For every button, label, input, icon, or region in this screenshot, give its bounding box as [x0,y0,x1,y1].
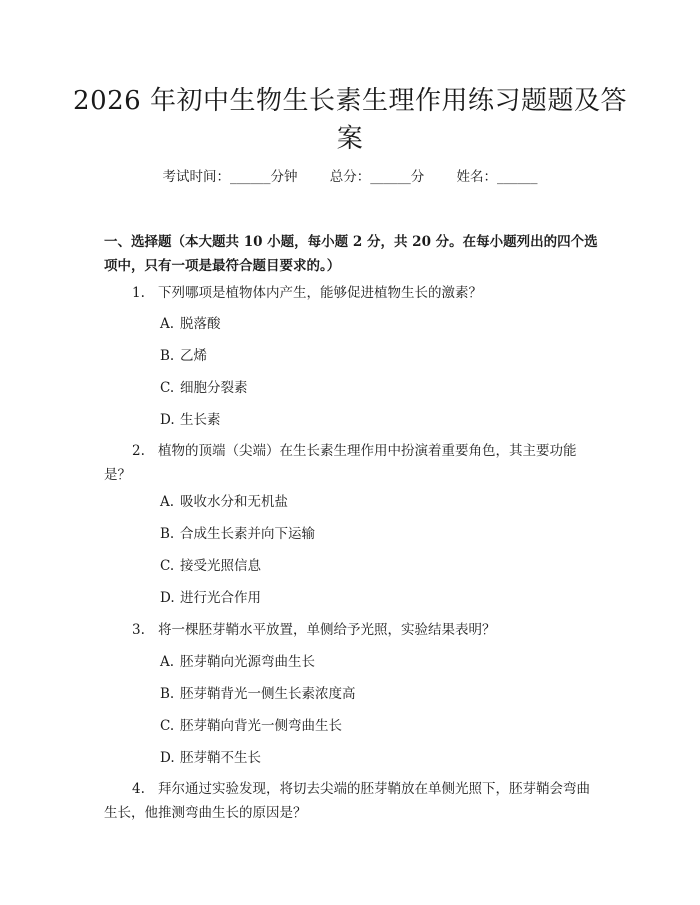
question-3-option-a [160,652,600,672]
option-letter: C. [160,718,175,734]
question-2-option-d [160,588,600,608]
option-letter: D. [160,412,175,428]
total-score-blank: ______ [370,169,411,185]
question-3-option-b [160,684,600,704]
option-letter: A. [160,316,175,332]
exam-time-label: 考试时间： [162,169,230,185]
question-1-option-c [160,378,600,398]
question-1-option-b [160,346,600,366]
question-number: 3. [132,622,145,638]
question-2-option-b [160,524,600,544]
student-name-label: 姓名： [456,169,498,185]
option-text: 胚芽鞘向光源弯曲生长 [180,654,315,670]
exam-info-line [0,167,700,187]
total-score [330,167,425,187]
total-score-unit: 分 [410,169,425,185]
question-number: 1. [132,285,145,301]
question-text: 拜尔通过实验发现，将切去尖端的胚芽鞘放在单侧光照下，胚芽鞘会弯曲生长，他推测弯曲生长的原因是？ [104,781,590,821]
question-text: 将一棵胚芽鞘水平放置，单侧给予光照，实验结果表明？ [158,622,496,638]
option-text: 吸收水分和无机盐 [180,494,288,510]
option-text: 接受光照信息 [180,558,261,574]
question-text: 植物的顶端（尖端）在生长素生理作用中扮演着重要角色，其主要功能是？ [104,443,577,483]
question-2 [104,439,600,487]
option-letter: C. [160,380,175,396]
option-letter: C. [160,558,175,574]
option-letter: A. [160,494,175,510]
question-1-option-a [160,314,600,334]
question-1-option-d [160,410,600,430]
exam-time [162,167,297,187]
question-number: 2. [132,443,145,459]
student-name-blank: ______ [497,169,538,185]
option-text: 乙烯 [180,348,207,364]
question-3 [104,618,600,642]
section-heading: 一、选择题（本大题共 10 小题，每小题 2 分，共 20 分。在每小题列出的四个选项中，只有一项是最符合题目要求的。） [104,234,598,274]
question-2-option-a [160,492,600,512]
exam-time-blank: ______ [229,169,271,185]
option-letter: D. [160,750,175,766]
question-text: 下列哪项是植物体内产生，能够促进植物生长的激素？ [158,285,482,301]
question-3-option-d [160,748,600,768]
exam-time-unit: 分钟 [270,169,298,185]
option-letter: B. [160,526,175,542]
option-text: 细胞分裂素 [180,380,248,396]
question-4 [104,777,600,825]
option-text: 进行光合作用 [180,590,261,606]
question-number: 4. [132,781,145,797]
total-score-label: 总分： [329,169,371,185]
option-text: 胚芽鞘背光一侧生长素浓度高 [180,686,356,702]
document-title: 2026 年初中生物生长素生理作用练习题题及答案 [73,86,627,154]
student-name [457,167,538,187]
question-2-option-c [160,556,600,576]
option-letter: B. [160,686,175,702]
option-text: 合成生长素并向下运输 [180,526,315,542]
question-3-option-c [160,716,600,736]
option-text: 胚芽鞘不生长 [180,750,261,766]
option-letter: A. [160,654,175,670]
option-letter: B. [160,348,175,364]
option-text: 胚芽鞘向背光一侧弯曲生长 [180,718,342,734]
question-1 [104,281,600,305]
option-text: 生长素 [180,412,221,428]
option-text: 脱落酸 [180,316,221,332]
option-letter: D. [160,590,175,606]
